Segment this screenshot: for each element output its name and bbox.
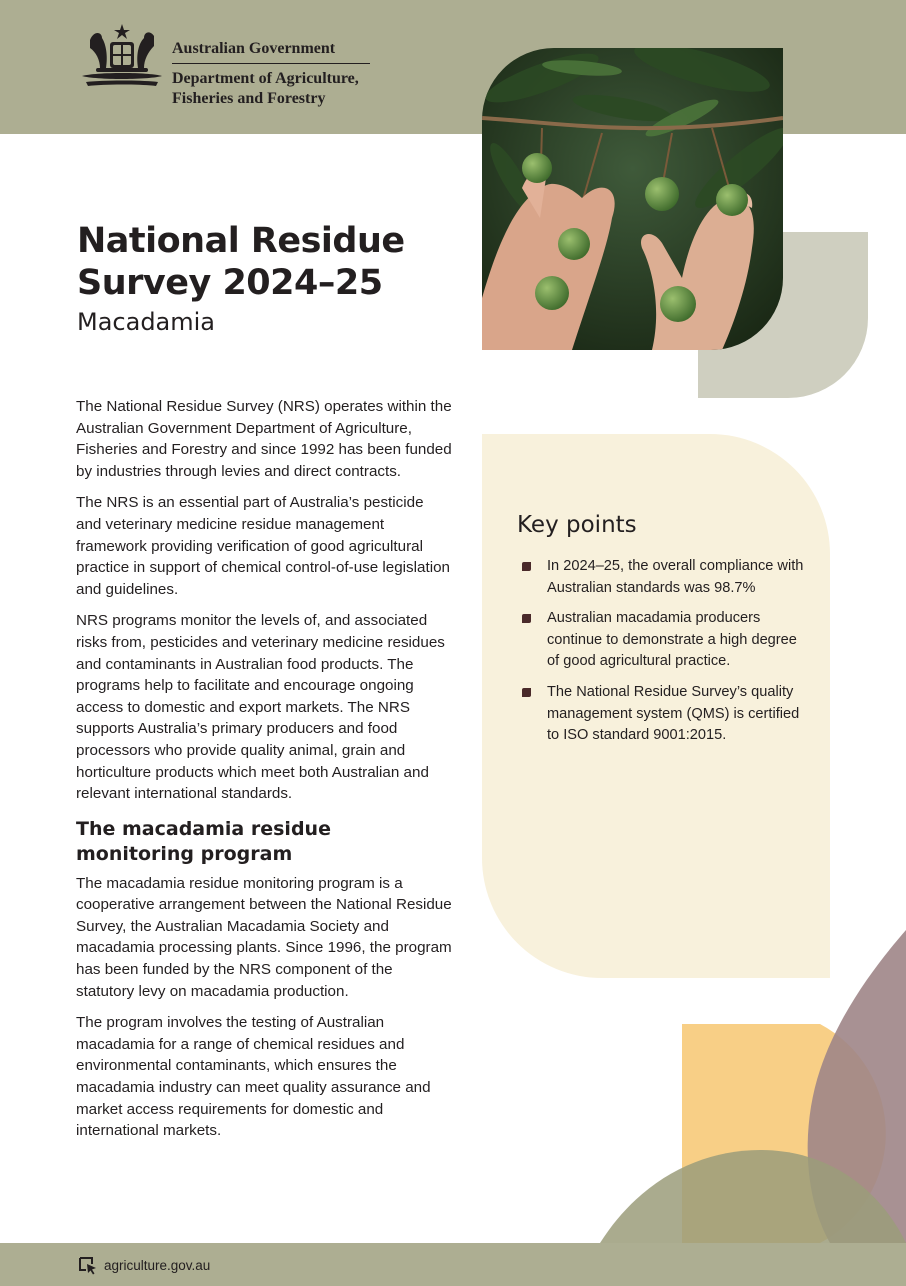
department-name: Department of Agriculture, Fisheries and Forestry (172, 70, 359, 107)
key-point-text: Australian macadamia producers continue to demonstrate a high degree of good agricultural practice. (547, 610, 797, 670)
government-name: Australian Government (172, 40, 336, 57)
section-heading: The macadamia residue monitoring program (76, 817, 331, 865)
document-title: National Residue Survey 2024–25 (77, 221, 405, 303)
key-point-text: In 2024–25, the overall compliance with Australian standards was 98.7% (547, 558, 804, 596)
cursor-link-icon (78, 1256, 98, 1276)
body-paragraph: NRS programs monitor the levels of, and associated risks from, pesticides and veterinary medicine residues and contaminants in Australian food products. The programs help to facilitate and encourage ongoing access to domestic and export markets. The NRS supports Australia’s primary producers and food processors who provide quality animal, grain and horticulture products which meet both Australian and relevant international standards. (76, 612, 445, 803)
footer-website-link[interactable]: agriculture.gov.au (104, 1258, 211, 1273)
body-paragraph: The program involves the testing of Australian macadamia for a range of chemical residues and environmental contaminants, which ensures the macadamia industry can meet quality assurance and market access requirements for domestic and international markets. (76, 1014, 431, 1140)
body-paragraph: The macadamia residue monitoring program is a cooperative arrangement between the National Residue Survey, the Australian Macadamia Society and macadamia processing plants. Since 1996, the program has been funded by the NRS component of the statutory levy on macadamia production. (76, 874, 452, 1000)
key-point-text: The National Residue Survey’s quality management system (QMS) is certified to ISO standard 9001:2015. (547, 683, 800, 744)
body-paragraph: The NRS is an essential part of Australia’s pesticide and veterinary medicine residue management framework providing verification of good agricultural practice in support of chemical control-of-use legislation and guidelines. (76, 494, 450, 598)
body-paragraph: The National Residue Survey (NRS) operates within the Australian Government Department of Agriculture, Fisheries and Forestry and since 1992 has been funded by industries through levies and direct contracts. (76, 398, 452, 480)
key-points-heading: Key points (517, 512, 637, 538)
document-subtitle: Macadamia (77, 308, 216, 336)
